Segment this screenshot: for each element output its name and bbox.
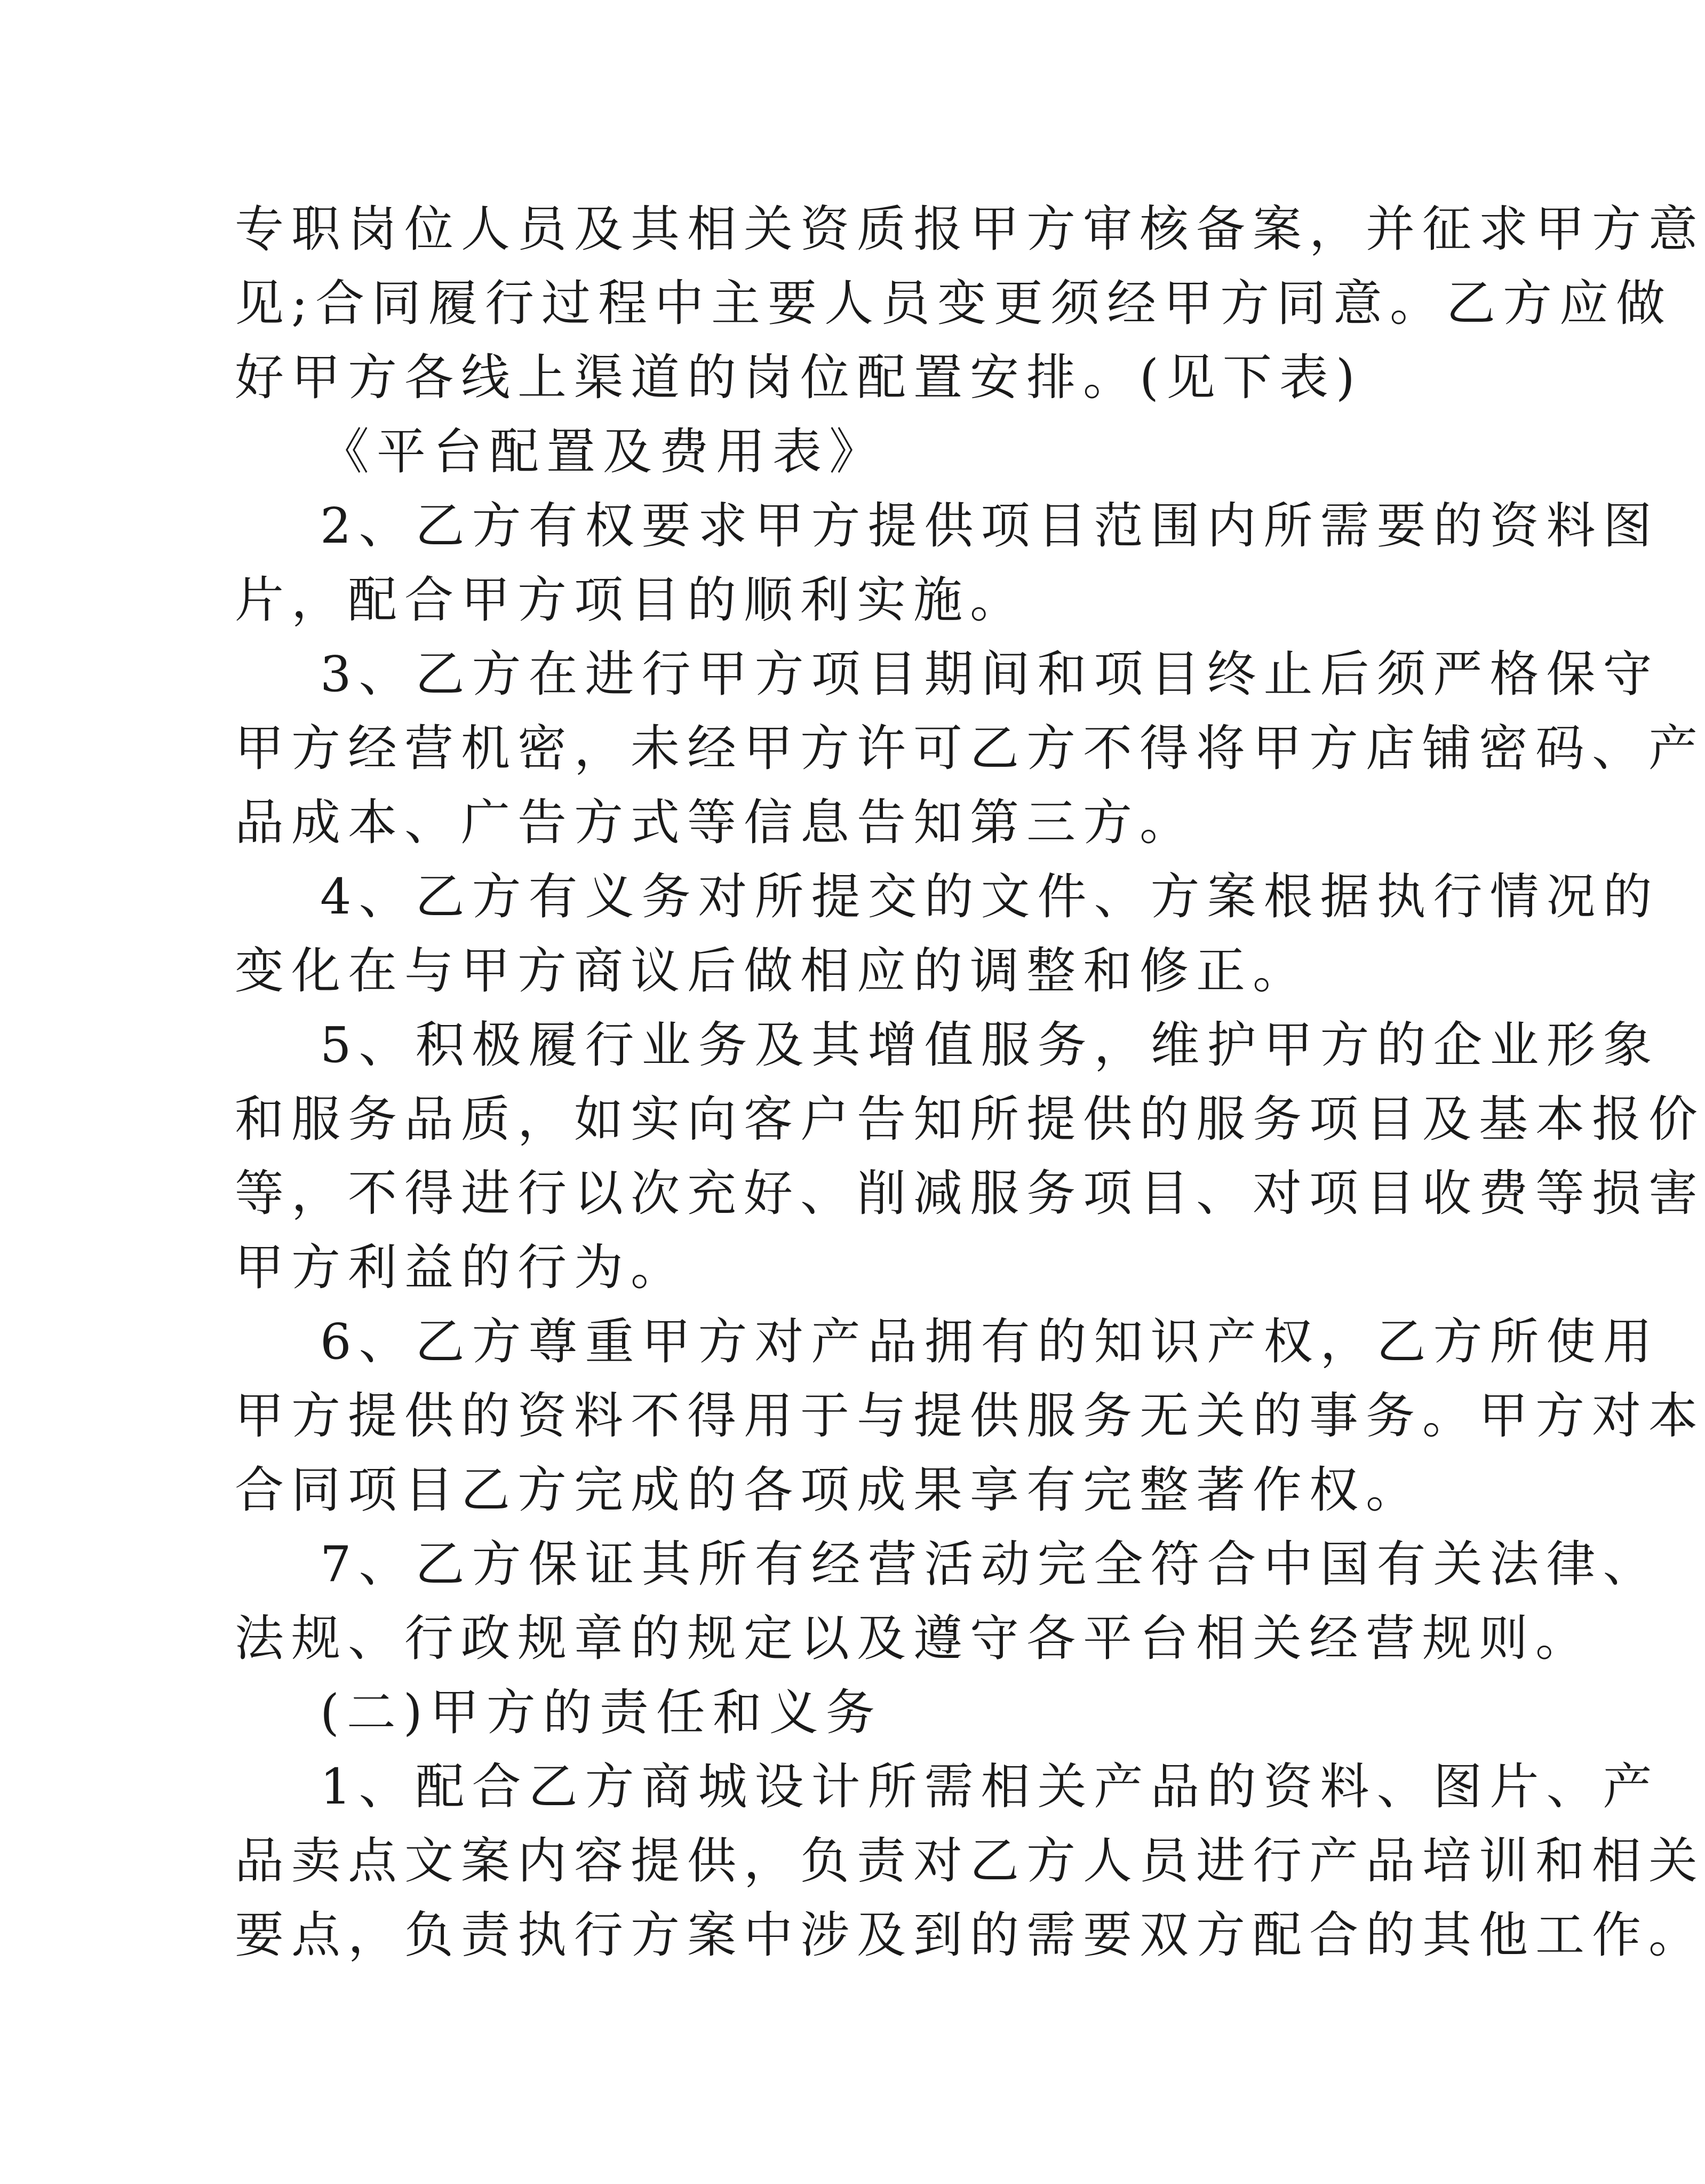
text-line: 1、配合乙方商城设计所需相关产品的资料、图片、产	[320, 1758, 1660, 1815]
table-reference: 《平台配置及费用表》	[320, 423, 886, 480]
section-heading: (二)甲方的责任和义务	[320, 1684, 882, 1741]
text-line: 6、乙方尊重甲方对产品拥有的知识产权，乙方所使用	[320, 1313, 1660, 1370]
text-line: 3、乙方在进行甲方项目期间和项目终止后须严格保守	[320, 646, 1660, 703]
text-line: 要点，负责执行方案中涉及到的需要双方配合的其他工作。	[235, 1907, 1705, 1964]
text-line: 和服务品质，如实向客户告知所提供的服务项目及基本报价	[235, 1091, 1705, 1148]
text-line: 变化在与甲方商议后做相应的调整和修正。	[235, 942, 1310, 999]
text-line: 见;合同履行过程中主要人员变更须经甲方同意。乙方应做	[235, 275, 1672, 332]
text-line: 片，配合甲方项目的顺利实施。	[235, 571, 1027, 629]
text-line: 甲方利益的行为。	[235, 1239, 688, 1296]
text-line: 4、乙方有义务对所提交的文件、方案根据执行情况的	[320, 868, 1660, 925]
text-line: 2、乙方有权要求甲方提供项目范围内所需要的资料图	[320, 497, 1660, 554]
text-line: 法规、行政规章的规定以及遵守各平台相关经营规则。	[235, 1610, 1592, 1667]
text-line: 甲方提供的资料不得用于与提供服务无关的事务。甲方对本	[235, 1387, 1705, 1444]
text-line: 5、积极履行业务及其增值服务，维护甲方的企业形象	[320, 1016, 1660, 1074]
text-line: 等，不得进行以次充好、削减服务项目、对项目收费等损害	[235, 1165, 1705, 1222]
text-line: 甲方经营机密，未经甲方许可乙方不得将甲方店铺密码、产	[235, 720, 1705, 777]
text-line: 7、乙方保证其所有经营活动完全符合中国有关法律、	[320, 1536, 1660, 1593]
text-line: 专职岗位人员及其相关资质报甲方审核备案，并征求甲方意	[235, 201, 1705, 258]
text-line: 好甲方各线上渠道的岗位配置安排。(见下表)	[235, 349, 1363, 406]
text-line: 合同项目乙方完成的各项成果享有完整著作权。	[235, 1462, 1423, 1519]
text-line: 品成本、广告方式等信息告知第三方。	[235, 794, 1197, 851]
text-line: 品卖点文案内容提供，负责对乙方人员进行产品培训和相关	[235, 1832, 1705, 1889]
body-text	[235, 192, 1705, 1972]
